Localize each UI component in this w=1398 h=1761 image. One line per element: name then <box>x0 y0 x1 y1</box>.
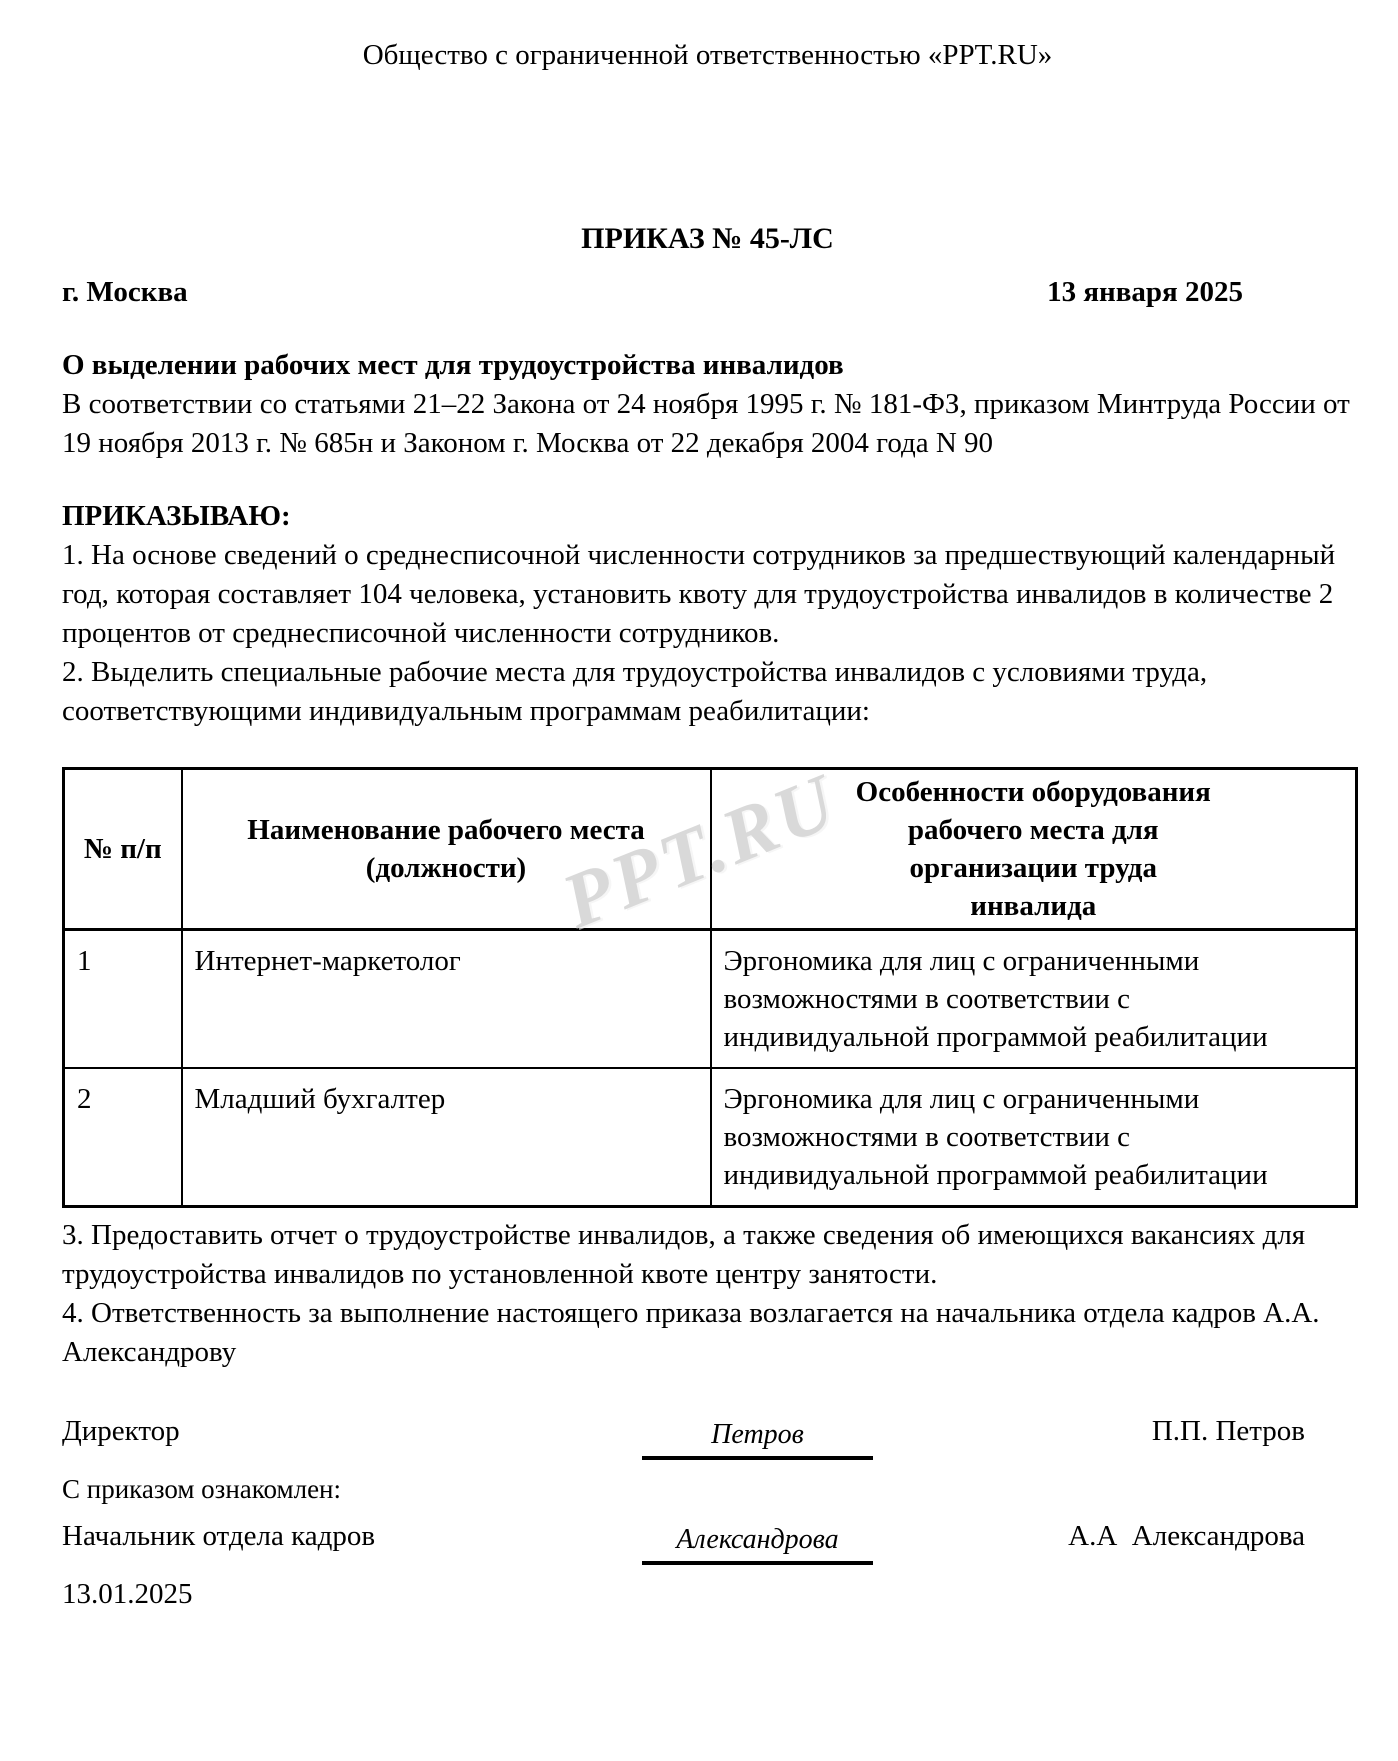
city-date-row <box>62 273 1353 312</box>
director-position-label: Директор <box>62 1415 180 1447</box>
hr-signature-row <box>62 1517 1353 1565</box>
order-subject: О выделении рабочих мест для трудоустройства инвалидов <box>62 349 844 381</box>
order-item-3: 3. Предоставить отчет о трудоустройстве инвалидов, а также сведения об имеющихся вакансиях для трудоустройства инвалидов по установленной квоте центру занятости. <box>62 1219 1306 1290</box>
organization-name: Общество с ограниченной ответственностью «PPT.RU» <box>362 39 1053 71</box>
table-row <box>64 1068 1357 1207</box>
cell-position: Младший бухгалтер <box>182 1068 711 1207</box>
header-features-line-3: организации труда <box>909 852 1157 884</box>
header-position-line-1: Наименование рабочего места <box>247 814 645 846</box>
header-features-line-4: инвалида <box>970 890 1097 922</box>
order-date: 13 января 2025 <box>1047 276 1243 308</box>
order-title: ПРИКАЗ № 45-ЛС <box>581 222 834 255</box>
acknowledgement-date: 13.01.2025 <box>62 1578 193 1610</box>
header-features-line-2: рабочего места для <box>907 814 1159 846</box>
table-header-row <box>64 769 1357 930</box>
order-item-2: 2. Выделить специальные рабочие места для трудоустройства инвалидов с условиями труда, соответствующими индивидуальным программам реабилитации: <box>62 656 1208 727</box>
order-item-4: 4. Ответственность за выполнение настоящего приказа возлагается на начальника отдела кадров А.А. Александрову <box>62 1297 1320 1368</box>
order-item-1: 1. На основе сведений о среднесписочной численности сотрудников за предшествующий календарный год, которая составляет 104 человека, установить квоту для трудоустройства инвалидов в количестве 2 процентов от среднесписочной численности сотрудников. <box>62 539 1336 649</box>
legal-basis-paragraph: В соответствии со статьями 21–22 Закона от 24 ноября 1995 г. № 181-ФЗ, приказом Минтруда России от 19 ноября 2013 г. № 685н и Законом г. Москва от 22 декабря 2004 года N 90 <box>62 388 1350 459</box>
director-handwritten-signature: Петров <box>642 1412 873 1460</box>
director-signature-row <box>62 1412 1353 1460</box>
acknowledgement-label: С приказом ознакомлен: <box>62 1474 342 1504</box>
cell-position: Интернет-маркетолог <box>182 930 711 1069</box>
header-cell-number: № п/п <box>64 769 182 930</box>
resolution-heading: ПРИКАЗЫВАЮ: <box>62 500 291 532</box>
header-cell-features <box>711 769 1357 930</box>
hr-full-name: А.А Александрова <box>1068 1520 1305 1552</box>
cell-features-text: Эргономика для лиц с ограниченными возможностями в соответствии с индивидуальной программой реабилитации <box>723 945 1268 1053</box>
cell-features <box>711 930 1357 1069</box>
subject-block <box>62 346 1353 463</box>
hr-handwritten-signature: Александрова <box>642 1517 873 1565</box>
workplaces-table <box>62 767 1358 1208</box>
resolution-block <box>62 497 1353 731</box>
cell-row-number: 1 <box>64 930 182 1069</box>
header-position-line-2: (должности) <box>365 852 527 884</box>
order-city: г. Москва <box>62 276 188 308</box>
table-row <box>64 930 1357 1069</box>
cell-features <box>711 1068 1357 1207</box>
cell-row-number: 2 <box>64 1068 182 1207</box>
director-full-name: П.П. Петров <box>1151 1415 1305 1447</box>
header-features-line-1: Особенности оборудования <box>855 776 1211 808</box>
cell-features-text: Эргономика для лиц с ограниченными возможностями в соответствии с индивидуальной программой реабилитации <box>723 1083 1268 1191</box>
ppt-ru-watermark: PPT.RU <box>550 755 850 945</box>
hr-position-label: Начальник отдела кадров <box>62 1520 376 1552</box>
header-cell-position <box>182 769 711 930</box>
post-table-block <box>62 1216 1353 1372</box>
